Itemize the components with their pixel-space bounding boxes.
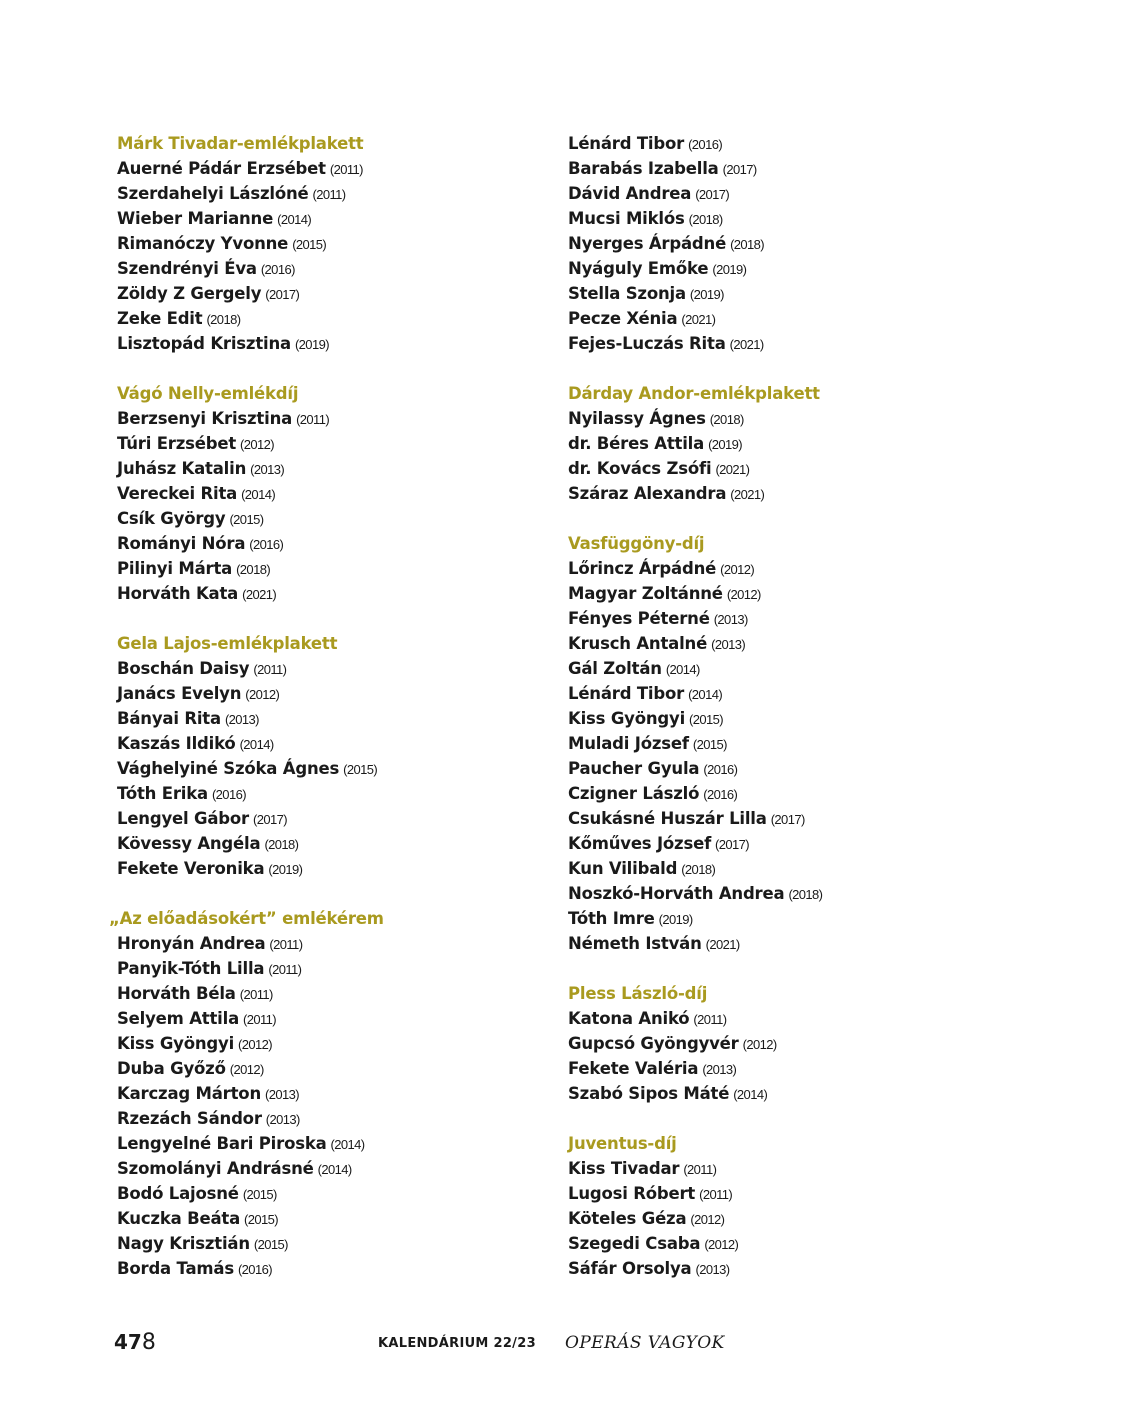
award-year: (2015): [689, 712, 724, 727]
award-entry: [568, 756, 822, 781]
award-year: (2019): [268, 862, 303, 877]
recipient-name: Csík György: [117, 509, 226, 528]
award-entry: [568, 156, 822, 181]
recipient-name: Selyem Attila: [117, 1009, 240, 1028]
award-year: (2016): [260, 262, 295, 277]
award-entry: [117, 1256, 384, 1281]
recipient-name: Karczag Márton: [117, 1084, 261, 1103]
award-heading: Márk Tivadar-emlékplakett: [117, 134, 364, 153]
recipient-name: Nyilassy Ágnes: [568, 409, 706, 428]
publication-title: KALENDÁRIUM 22/23: [378, 1336, 536, 1351]
award-year: (2019): [708, 437, 743, 452]
award-entry: [568, 281, 822, 306]
recipient-name: Vághelyiné Szóka Ágnes: [117, 759, 340, 778]
award-year: (2012): [690, 1212, 725, 1227]
award-entry: [568, 1181, 822, 1206]
award-entry: [568, 181, 822, 206]
recipient-name: Fényes Péterné: [568, 609, 710, 628]
award-year: (2017): [252, 812, 287, 827]
award-entry: [117, 231, 384, 256]
award-entry: [568, 681, 822, 706]
award-entry: [568, 881, 822, 906]
recipient-name: Kiss Tivadar: [568, 1159, 680, 1178]
award-year: (2013): [702, 1062, 737, 1077]
recipient-name: Kiss Gyöngyi: [568, 709, 686, 728]
award-year: (2014): [330, 1137, 365, 1152]
award-entry: [568, 206, 822, 231]
award-year: (2019): [689, 287, 724, 302]
award-year: (2013): [224, 712, 259, 727]
recipient-name: Noszkó-Horváth Andrea: [568, 884, 785, 903]
award-entry: [117, 1006, 384, 1031]
award-year: (2011): [699, 1187, 733, 1202]
award-entry: [117, 1056, 384, 1081]
award-entry: [568, 1031, 822, 1056]
award-entry: [117, 556, 384, 581]
recipient-name: Pecze Xénia: [568, 309, 678, 328]
award-entry: [568, 1056, 822, 1081]
award-entry: [117, 156, 384, 181]
award-entry: [117, 981, 384, 1006]
recipient-name: Horváth Béla: [117, 984, 236, 1003]
award-year: (2011): [296, 412, 330, 427]
award-heading: Vágó Nelly-emlékdíj: [117, 384, 299, 403]
award-entry: [117, 181, 384, 206]
recipient-name: Szabó Sipos Máté: [568, 1084, 730, 1103]
recipient-name: Panyik-Tóth Lilla: [117, 959, 265, 978]
award-entry: [568, 631, 822, 656]
recipient-name: Borda Tamás: [117, 1259, 234, 1278]
recipient-name: Kiss Gyöngyi: [117, 1034, 235, 1053]
award-year: (2013): [265, 1112, 300, 1127]
award-entry: [568, 131, 822, 156]
recipient-name: Sáfár Orsolya: [568, 1259, 692, 1278]
recipient-name: Lénárd Tibor: [568, 684, 685, 703]
award-year: (2016): [237, 1262, 272, 1277]
award-year: (2015): [692, 737, 727, 752]
award-year: (2017): [695, 187, 730, 202]
recipient-name: Zeke Edit: [117, 309, 203, 328]
award-entry: [568, 1081, 822, 1106]
award-entry: [117, 406, 384, 431]
award-entry: [568, 556, 822, 581]
award-entry: [117, 456, 384, 481]
award-year: (2018): [264, 837, 299, 852]
recipient-name: Duba Győző: [117, 1059, 226, 1078]
award-year: (2015): [292, 237, 327, 252]
award-year: (2021): [715, 462, 750, 477]
page-footer: [0, 1330, 1123, 1360]
award-year: (2013): [695, 1262, 730, 1277]
recipient-name: Tóth Imre: [568, 909, 655, 928]
award-year: (2011): [253, 662, 287, 677]
recipient-name: Száraz Alexandra: [568, 484, 727, 503]
recipient-name: Rzezách Sándor: [117, 1109, 262, 1128]
recipient-name: Lőrincz Árpádné: [568, 559, 717, 578]
award-year: (2021): [242, 587, 277, 602]
recipient-name: Janács Evelyn: [117, 684, 242, 703]
award-year: (2019): [712, 262, 747, 277]
award-year: (2011): [312, 187, 346, 202]
award-entry: [117, 681, 384, 706]
award-year: (2019): [658, 912, 693, 927]
recipient-name: Nyáguly Emőke: [568, 259, 709, 278]
award-year: (2018): [688, 212, 723, 227]
award-entry: [568, 906, 822, 931]
award-year: (2015): [244, 1212, 278, 1227]
award-entry: [568, 731, 822, 756]
award-section-darday-andor: [568, 381, 822, 506]
award-entry: [117, 706, 384, 731]
recipient-name: Kaszás Ildikó: [117, 734, 236, 753]
award-entry: [568, 856, 822, 881]
award-year: (2012): [726, 587, 761, 602]
award-year: (2021): [681, 312, 716, 327]
award-year: (2016): [703, 762, 738, 777]
award-year: (2014): [241, 487, 276, 502]
recipient-name: Zöldy Z Gergely: [117, 284, 262, 303]
recipient-name: Lisztopád Krisztina: [117, 334, 291, 353]
award-entry: [117, 756, 384, 781]
award-year: (2021): [705, 937, 740, 952]
award-entry: [568, 1156, 822, 1181]
award-year: (2012): [229, 1062, 264, 1077]
award-year: (2018): [236, 562, 271, 577]
page-number-main: 47: [114, 1330, 142, 1354]
award-year: (2019): [294, 337, 329, 352]
recipient-name: Lénárd Tibor: [568, 134, 685, 153]
award-year: (2016): [249, 537, 284, 552]
award-section-gela-lajos: [117, 631, 384, 881]
left-column: [109, 131, 384, 1306]
award-entry: [117, 1031, 384, 1056]
award-year: (2012): [245, 687, 280, 702]
recipient-name: Horváth Kata: [117, 584, 239, 603]
award-year: (2011): [268, 962, 302, 977]
award-entry: [117, 931, 384, 956]
award-entry: [117, 481, 384, 506]
recipient-name: Czigner László: [568, 784, 700, 803]
award-year: (2011): [683, 1162, 717, 1177]
award-heading: Juventus-díj: [568, 1134, 677, 1153]
award-year: (2014): [688, 687, 723, 702]
award-entry: [568, 481, 822, 506]
recipient-name: Lengyelné Bari Piroska: [117, 1134, 327, 1153]
award-year: (2014): [317, 1162, 352, 1177]
award-entry: [568, 781, 822, 806]
award-entry: [568, 1206, 822, 1231]
right-column: [568, 131, 822, 1306]
award-entry: [568, 331, 822, 356]
recipient-name: Rimanóczy Yvonne: [117, 234, 289, 253]
award-year: (2016): [688, 137, 723, 152]
award-entry: [568, 581, 822, 606]
award-heading: Gela Lajos-emlékplakett: [117, 634, 338, 653]
recipient-name: Auerné Pádár Erzsébet: [117, 159, 326, 178]
recipient-name: Kuczka Beáta: [117, 1209, 241, 1228]
recipient-name: dr. Kovács Zsófi: [568, 459, 712, 478]
recipient-name: Wieber Marianne: [117, 209, 274, 228]
award-entry: [117, 731, 384, 756]
page-number: [114, 1330, 156, 1355]
recipient-name: Fekete Veronika: [117, 859, 265, 878]
award-entry: [117, 256, 384, 281]
award-year: (2014): [239, 737, 274, 752]
award-year: (2013): [713, 612, 748, 627]
recipient-name: Rományi Nóra: [117, 534, 246, 553]
award-year: (2012): [240, 437, 275, 452]
award-entry: [117, 1231, 384, 1256]
award-year: (2013): [250, 462, 285, 477]
award-entry: [117, 1131, 384, 1156]
award-entry: [568, 306, 822, 331]
award-section-pless-laszlo: [568, 981, 822, 1106]
award-year: (2013): [265, 1087, 299, 1102]
award-entry: [568, 931, 822, 956]
award-year: (2018): [206, 312, 241, 327]
award-year: (2015): [242, 1187, 277, 1202]
award-entry: [117, 806, 384, 831]
award-year: (2014): [665, 662, 700, 677]
award-year: (2012): [704, 1237, 739, 1252]
award-section-continued: [568, 131, 822, 356]
award-entry: [568, 256, 822, 281]
award-year: (2013): [711, 637, 746, 652]
award-year: (2011): [239, 987, 273, 1002]
award-entry: [117, 656, 384, 681]
award-year: (2017): [722, 162, 757, 177]
award-year: (2018): [730, 237, 765, 252]
award-entry: [568, 431, 822, 456]
award-entry: [117, 331, 384, 356]
award-entry: [117, 431, 384, 456]
award-entry: [568, 456, 822, 481]
award-entry: [117, 1081, 384, 1106]
award-section-mark-tivadar: [117, 131, 384, 356]
recipient-name: Krusch Antalné: [568, 634, 708, 653]
recipient-name: Lengyel Gábor: [117, 809, 249, 828]
recipient-name: Fekete Valéria: [568, 1059, 699, 1078]
award-year: (2012): [742, 1037, 777, 1052]
award-year: (2017): [770, 812, 805, 827]
award-entry: [117, 956, 384, 981]
award-year: (2012): [238, 1037, 273, 1052]
award-section-vago-nelly: [117, 381, 384, 606]
award-year: (2014): [733, 1087, 768, 1102]
award-entry: [117, 781, 384, 806]
recipient-name: Pilinyi Márta: [117, 559, 233, 578]
recipient-name: Stella Szonja: [568, 284, 686, 303]
award-year: (2017): [715, 837, 750, 852]
award-entry: [568, 1256, 822, 1281]
recipient-name: Vereckei Rita: [117, 484, 238, 503]
award-entry: [117, 1106, 384, 1131]
recipient-name: Kun Vilibald: [568, 859, 678, 878]
award-heading: „Az előadásokért” emlékérem: [109, 909, 384, 928]
award-heading: Pless László-díj: [568, 984, 708, 1003]
award-section-juventus: [568, 1131, 822, 1281]
recipient-name: Boschán Daisy: [117, 659, 250, 678]
recipient-name: Fejes-Luczás Rita: [568, 334, 726, 353]
award-entry: [117, 1181, 384, 1206]
award-section-vasfuggony: [568, 531, 822, 956]
recipient-name: Gupcsó Gyöngyvér: [568, 1034, 739, 1053]
recipient-name: Köteles Géza: [568, 1209, 687, 1228]
award-year: (2011): [329, 162, 363, 177]
award-heading: Vasfüggöny-díj: [568, 534, 705, 553]
recipient-name: Barabás Izabella: [568, 159, 719, 178]
recipient-name: Katona Anikó: [568, 1009, 690, 1028]
award-entry: [568, 656, 822, 681]
award-entry: [568, 706, 822, 731]
award-entry: [117, 306, 384, 331]
recipient-name: Kövessy Angéla: [117, 834, 261, 853]
award-year: (2018): [788, 887, 823, 902]
award-entry: [117, 856, 384, 881]
award-entry: [568, 231, 822, 256]
award-year: (2018): [709, 412, 744, 427]
award-year: (2021): [730, 487, 765, 502]
recipient-name: Paucher Gyula: [568, 759, 700, 778]
award-entry: [117, 1156, 384, 1181]
award-section-eloadasokert: [109, 906, 384, 1281]
award-year: (2014): [277, 212, 312, 227]
recipient-name: Nagy Krisztián: [117, 1234, 250, 1253]
award-entry: [568, 806, 822, 831]
recipient-name: Berzsenyi Krisztina: [117, 409, 293, 428]
recipient-name: Nyerges Árpádné: [568, 234, 727, 253]
award-entry: [568, 1231, 822, 1256]
recipient-name: Szendrényi Éva: [117, 259, 257, 278]
recipient-name: Dávid Andrea: [568, 184, 692, 203]
recipient-name: Tóth Erika: [117, 784, 208, 803]
award-year: (2021): [729, 337, 764, 352]
recipient-name: Hronyán Andrea: [117, 934, 266, 953]
recipient-name: Bodó Lajosné: [117, 1184, 239, 1203]
award-entry: [117, 831, 384, 856]
award-heading: Dárday Andor-emlékplakett: [568, 384, 820, 403]
award-entry: [568, 1006, 822, 1031]
recipient-name: Túri Erzsébet: [117, 434, 237, 453]
recipient-name: Németh István: [568, 934, 702, 953]
award-entry: [568, 606, 822, 631]
recipient-name: Gál Zoltán: [568, 659, 662, 678]
award-year: (2011): [693, 1012, 727, 1027]
award-year: (2011): [269, 937, 303, 952]
award-entry: [117, 531, 384, 556]
recipient-name: Szegedi Csaba: [568, 1234, 701, 1253]
recipient-name: Csukásné Huszár Lilla: [568, 809, 767, 828]
recipient-name: Szomolányi Andrásné: [117, 1159, 314, 1178]
series-title: OPERÁS VAGYOK: [565, 1333, 725, 1353]
award-year: (2016): [211, 787, 246, 802]
award-entry: [568, 406, 822, 431]
award-entry: [117, 206, 384, 231]
award-year: (2018): [681, 862, 716, 877]
recipient-name: dr. Béres Attila: [568, 434, 705, 453]
recipient-name: Magyar Zoltánné: [568, 584, 723, 603]
recipient-name: Juhász Katalin: [117, 459, 247, 478]
recipient-name: Mucsi Miklós: [568, 209, 685, 228]
award-year: (2015): [253, 1237, 288, 1252]
award-entry: [117, 581, 384, 606]
award-year: (2011): [243, 1012, 277, 1027]
award-year: (2016): [703, 787, 738, 802]
recipient-name: Muladi József: [568, 734, 689, 753]
award-entry: [568, 831, 822, 856]
recipient-name: Szerdahelyi Lászlóné: [117, 184, 309, 203]
recipient-name: Bányai Rita: [117, 709, 221, 728]
recipient-name: Lugosi Róbert: [568, 1184, 696, 1203]
award-year: (2017): [265, 287, 300, 302]
award-entry: [117, 281, 384, 306]
award-entry: [117, 1206, 384, 1231]
award-entry: [117, 506, 384, 531]
recipient-name: Kőműves József: [568, 834, 712, 853]
award-year: (2015): [229, 512, 264, 527]
award-year: (2015): [343, 762, 378, 777]
page-number-last-digit: 8: [141, 1330, 156, 1355]
award-year: (2012): [720, 562, 755, 577]
